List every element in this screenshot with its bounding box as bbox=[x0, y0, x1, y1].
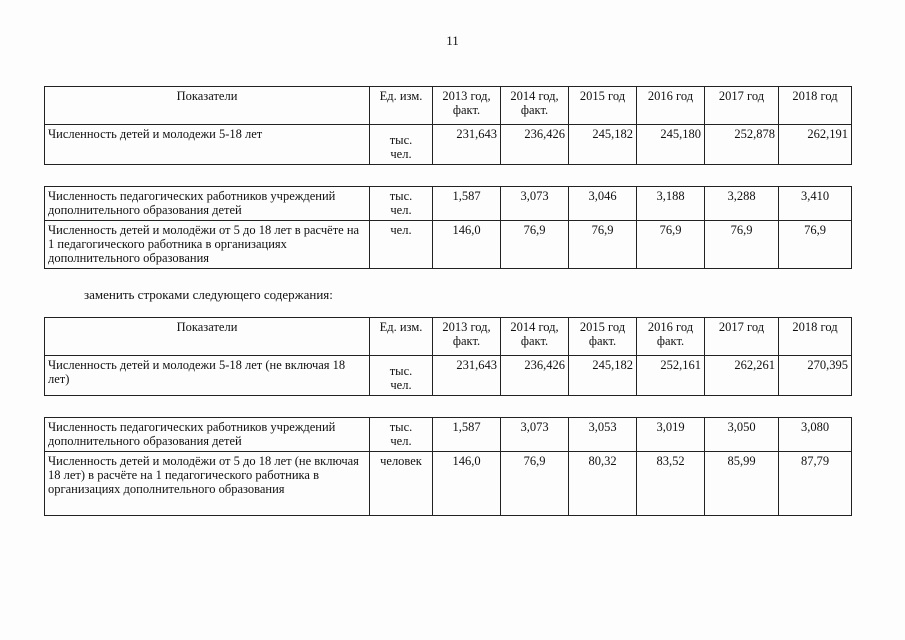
cell-text-line: факт. bbox=[452, 103, 481, 117]
value-cell: 3,080 bbox=[779, 418, 852, 452]
value-cell: 80,32 bbox=[569, 452, 637, 516]
value-cell: 3,073 bbox=[501, 418, 569, 452]
value-cell: 146,0 bbox=[433, 452, 501, 516]
value-cell: 76,9 bbox=[569, 221, 637, 269]
cell-text-line: 2017 год bbox=[718, 89, 765, 103]
header-year bbox=[569, 87, 637, 125]
header-year bbox=[501, 318, 569, 356]
value-cell: 262,191 bbox=[779, 125, 852, 165]
value-cell: 87,79 bbox=[779, 452, 852, 516]
cell-text-line: 2018 год bbox=[792, 320, 838, 334]
header-year bbox=[637, 87, 705, 125]
value-cell: 76,9 bbox=[501, 221, 569, 269]
header-year bbox=[433, 87, 501, 125]
value-cell: 262,261 bbox=[705, 356, 779, 396]
table-row bbox=[45, 187, 852, 221]
value-cell: 270,395 bbox=[779, 356, 852, 396]
row-label: Численность педагогических работников учреждений дополнительного образования детей bbox=[45, 187, 370, 221]
header-indicator: Показатели bbox=[45, 318, 370, 356]
value-cell: 3,288 bbox=[705, 187, 779, 221]
table-row bbox=[45, 452, 852, 516]
header-year bbox=[779, 318, 852, 356]
value-cell: 3,046 bbox=[569, 187, 637, 221]
value-cell: 1,587 bbox=[433, 187, 501, 221]
cell-text-line: 2017 год bbox=[718, 320, 765, 334]
cell-text-line: чел. bbox=[390, 434, 412, 448]
value-cell: 3,073 bbox=[501, 187, 569, 221]
value-cell: 236,426 bbox=[501, 125, 569, 165]
cell-text-line: тыс. bbox=[389, 420, 413, 434]
value-cell: 76,9 bbox=[705, 221, 779, 269]
old-staff-table bbox=[44, 186, 852, 269]
value-cell: 245,180 bbox=[637, 125, 705, 165]
header-year bbox=[637, 318, 705, 356]
cell-text-line: 2016 год bbox=[647, 320, 694, 334]
value-cell: 85,99 bbox=[705, 452, 779, 516]
cell-text-line: 2013 год, bbox=[442, 320, 491, 334]
row-unit bbox=[370, 356, 433, 396]
header-year bbox=[569, 318, 637, 356]
header-year bbox=[501, 87, 569, 125]
row-label: Численность детей и молодёжи от 5 до 18 лет (не включая 18 лет) в расчёте на 1 педагогического работника в организациях дополнительного образования bbox=[45, 452, 370, 516]
cell-text-line: факт. bbox=[588, 334, 617, 348]
row-label: Численность детей и молодёжи от 5 до 18 лет в расчёте на 1 педагогического работника в организациях дополнительного образования bbox=[45, 221, 370, 269]
value-cell: 252,878 bbox=[705, 125, 779, 165]
cell-text-line: чел. bbox=[390, 378, 412, 392]
value-cell: 3,019 bbox=[637, 418, 705, 452]
value-cell: 252,161 bbox=[637, 356, 705, 396]
value-cell: 76,9 bbox=[637, 221, 705, 269]
cell-text-line: факт. bbox=[520, 103, 549, 117]
cell-text-line: тыс. bbox=[389, 133, 413, 147]
cell-text-line: факт. bbox=[452, 334, 481, 348]
value-cell: 231,643 bbox=[433, 356, 501, 396]
cell-text-line: тыс. bbox=[389, 189, 413, 203]
table-row bbox=[45, 221, 852, 269]
value-cell: 1,587 bbox=[433, 418, 501, 452]
new-indicators-table bbox=[44, 317, 852, 396]
value-cell: 3,188 bbox=[637, 187, 705, 221]
row-label: Численность педагогических работников учреждений дополнительного образования детей bbox=[45, 418, 370, 452]
row-unit bbox=[370, 418, 433, 452]
cell-text-line: 2015 год bbox=[579, 89, 626, 103]
value-cell: 245,182 bbox=[569, 356, 637, 396]
table-row bbox=[45, 356, 852, 396]
cell-text-line: 2018 год bbox=[792, 89, 838, 103]
cell-text-line: чел. bbox=[390, 147, 412, 161]
header-year bbox=[433, 318, 501, 356]
replacement-caption: заменить строками следующего содержания: bbox=[84, 287, 333, 302]
cell-text-line: 2014 год, bbox=[510, 89, 559, 103]
new-staff-table bbox=[44, 417, 852, 516]
value-cell: 231,643 bbox=[433, 125, 501, 165]
cell-text-line: 2016 год bbox=[647, 89, 694, 103]
value-cell: 146,0 bbox=[433, 221, 501, 269]
value-cell: 3,410 bbox=[779, 187, 852, 221]
table-header-row bbox=[45, 87, 852, 125]
value-cell: 76,9 bbox=[779, 221, 852, 269]
row-unit bbox=[370, 187, 433, 221]
value-cell: 83,52 bbox=[637, 452, 705, 516]
row-unit bbox=[370, 125, 433, 165]
cell-text-line: 2013 год, bbox=[442, 89, 491, 103]
cell-text-line: тыс. bbox=[389, 364, 413, 378]
page-number: 11 bbox=[446, 33, 459, 48]
header-year bbox=[779, 87, 852, 125]
header-year bbox=[705, 87, 779, 125]
value-cell: 3,050 bbox=[705, 418, 779, 452]
value-cell: 76,9 bbox=[501, 452, 569, 516]
cell-text-line: 2015 год bbox=[579, 320, 626, 334]
old-indicators-table bbox=[44, 86, 852, 165]
header-indicator: Показатели bbox=[45, 87, 370, 125]
cell-text-line: 2014 год, bbox=[510, 320, 559, 334]
cell-text-line: факт. bbox=[656, 334, 685, 348]
header-year bbox=[705, 318, 779, 356]
table-row bbox=[45, 418, 852, 452]
cell-text-line: чел. bbox=[390, 203, 412, 217]
value-cell: 3,053 bbox=[569, 418, 637, 452]
value-cell: 236,426 bbox=[501, 356, 569, 396]
header-unit: Ед. изм. bbox=[370, 318, 433, 356]
row-label: Численность детей и молодежи 5-18 лет bbox=[45, 125, 370, 165]
row-unit: человек bbox=[370, 452, 433, 516]
cell-text-line: факт. bbox=[520, 334, 549, 348]
row-unit: чел. bbox=[370, 221, 433, 269]
table-row bbox=[45, 125, 852, 165]
row-label: Численность детей и молодежи 5-18 лет (не включая 18 лет) bbox=[45, 356, 370, 396]
table-header-row bbox=[45, 318, 852, 356]
header-unit: Ед. изм. bbox=[370, 87, 433, 125]
value-cell: 245,182 bbox=[569, 125, 637, 165]
